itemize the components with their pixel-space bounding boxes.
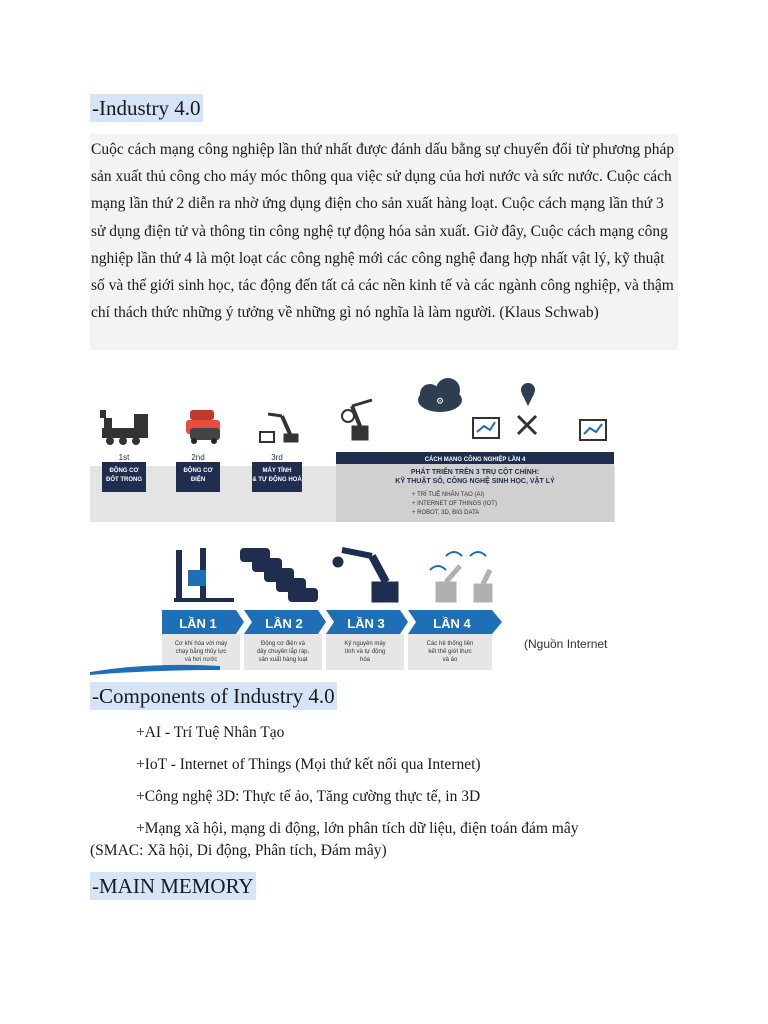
fourth-bullet-2: + INTERNET OF THINGS (IOT): [412, 501, 497, 507]
stage-3rd-num: 3rd: [271, 453, 283, 462]
bottom-robot-arm-icon: [333, 550, 398, 602]
stage-3-desc-2: tính và tự động: [344, 649, 386, 655]
intro-paragraph: Cuộc cách mạng công nghiệp lần thứ nhất được đánh dấu bằng sự chuyển đổi từ phương pháp sản xuất thủ công cho máy móc thông qua việc sử dụng của hơi nước và sức nước. Cuộc cách mạng lần thứ 2 diễn ra nhờ ứng dụng điện cho sản xuất hàng loạt. Cuộc cách mạng lần thứ 3 sử dụng điện tử và thông tin công nghệ tự động hóa sản xuất. Giờ đây, Cuộc cách mạng công nghiệp lần thứ 4 là một loạt các công nghệ mới các công nghệ đang hợp nhất vật lý, kỹ thuật số và thế giới sinh học, tác động đến tất cả các nền kinh tế và các ngành công nghiệp, và thậm chí thách thức những ý tưởng về những gì nó nghĩa là làm người. (Klaus Schwab): [91, 141, 675, 322]
stage-3-desc-1: Kỷ nguyên máy: [344, 641, 386, 647]
component-iot: +IoT - Internet of Things (Mọi thứ kết nối qua Internet): [136, 756, 481, 773]
fourth-bullet-3: + ROBOT, 3D, BIG DATA: [412, 510, 480, 516]
bottom-cars-icon: [240, 548, 318, 602]
stage-2nd-desc2: ĐIỆN: [190, 477, 206, 483]
bottom-stage-1-label: LẦN 1: [179, 616, 217, 631]
stage-2nd-desc1: ĐỘNG CƠ: [183, 468, 213, 474]
stage-1st-desc1: ĐỘNG CƠ: [109, 468, 139, 474]
fourth-line1: PHÁT TRIỂN TRÊN 3 TRỤ CỘT CHÍNH:: [410, 469, 540, 476]
fourth-line2: KỸ THUẬT SỐ, CÔNG NGHỆ SINH HỌC, VẬT LÝ: [395, 478, 555, 485]
heading-industry-4: -Industry 4.0: [92, 96, 201, 120]
stage-1-desc-2: chạy bằng thủy lực: [175, 649, 227, 655]
stage-4-desc-2: kết thế giới thực: [428, 649, 472, 655]
stage-1st-desc2: ĐỐT TRONG: [106, 477, 142, 483]
bottom-stage-3-label: LẦN 3: [347, 616, 385, 631]
bottom-factory-icon: [174, 548, 234, 602]
component-ai: +AI - Trí Tuệ Nhân Tạo: [136, 724, 285, 741]
heading-main-memory: -MAIN MEMORY: [92, 874, 254, 898]
stage-2nd-box: [176, 450, 220, 492]
bottom-stage-2-label: LẦN 2: [265, 616, 303, 631]
stage-1st-num: 1st: [118, 453, 130, 462]
bottom-stage-4-label: LẦN 4: [433, 616, 471, 631]
component-3d: +Công nghệ 3D: Thực tế ảo, Tăng cường thực tế, in 3D: [136, 788, 481, 805]
fourth-title: CÁCH MẠNG CÔNG NGHIỆP LẦN 4: [424, 457, 526, 463]
component-smac-cont: (SMAC: Xã hội, Di động, Phân tích, Đám mây): [90, 842, 387, 859]
stage-2-desc-3: sản xuất hàng loạt: [258, 657, 308, 663]
component-smac: +Mạng xã hội, mạng di động, lớn phân tích dữ liệu, điện toán đám mây: [136, 820, 579, 837]
heading-components: -Components of Industry 4.0: [92, 684, 335, 708]
industry-revolutions-figure: [90, 370, 680, 675]
stage-2-desc-2: dây chuyền lắp ráp,: [256, 649, 310, 655]
stage-3rd-desc2: & TỰ ĐỘNG HOÁ: [252, 477, 302, 483]
fourth-revolution-box: [336, 452, 614, 522]
stage-2nd-num: 2nd: [191, 453, 205, 462]
fourth-bullet-1: + TRÍ TUỆ NHÂN TẠO (AI): [412, 492, 485, 498]
stage-1st-box: [102, 450, 146, 492]
stage-1-desc-3: và hơi nước: [184, 657, 218, 663]
swoosh-decoration: [90, 665, 220, 675]
stage-3rd-desc1: MÁY TÍNH: [262, 468, 292, 474]
stage-4-desc-1: Các hệ thống liên: [426, 641, 474, 647]
svg-text:⚙: ⚙: [435, 396, 445, 406]
stage-3-desc-3: hóa: [359, 657, 371, 663]
figure-source: (Nguồn Internet: [524, 637, 608, 651]
stage-3rd-box: [252, 450, 302, 492]
stage-1-desc-1: Cơ khí hóa với máy: [174, 641, 228, 647]
bottom-wifi-robots-icon: [430, 552, 492, 602]
stage-2-desc-1: Động cơ điện và: [261, 641, 305, 647]
stage-4-desc-3: và ảo: [442, 657, 458, 663]
